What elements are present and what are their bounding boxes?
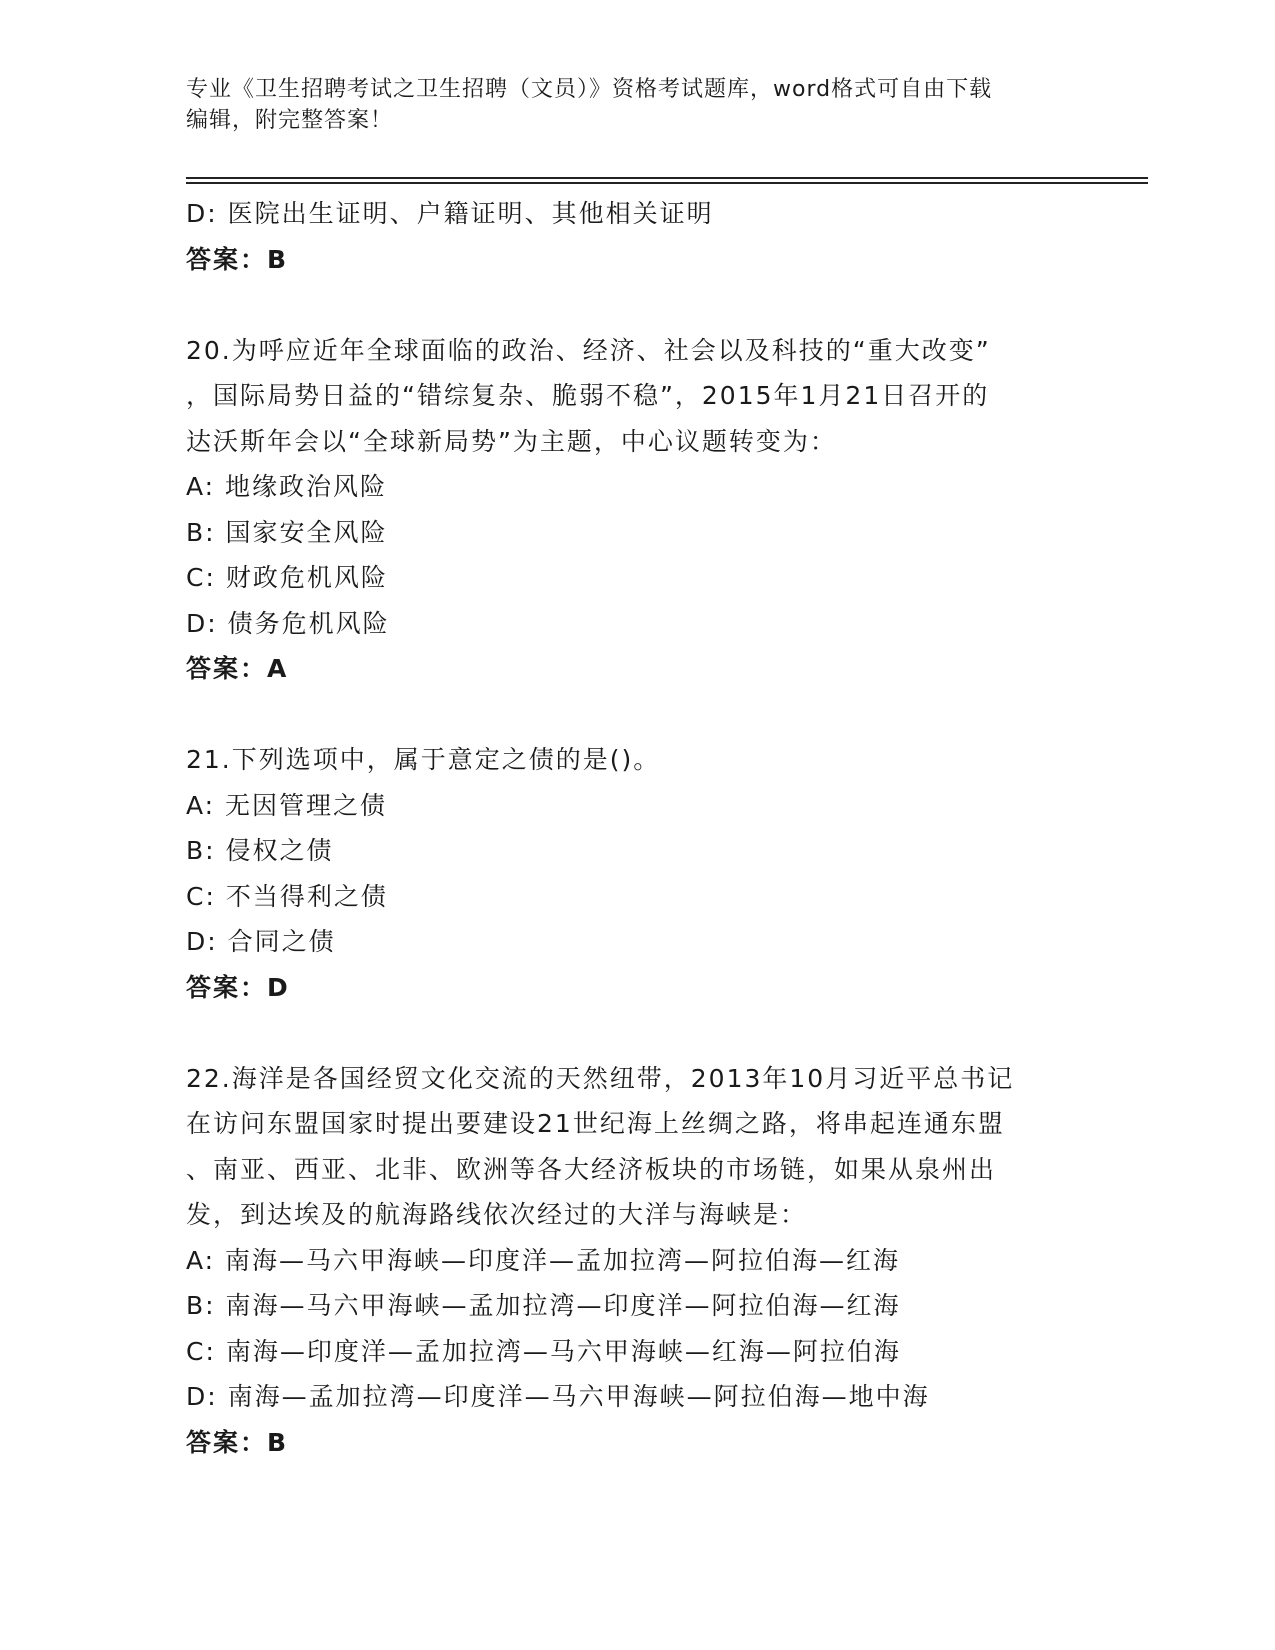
- spacer: [186, 692, 1086, 738]
- spacer: [186, 282, 1086, 328]
- option-b: B: 国家安全风险: [186, 517, 388, 547]
- option-b: B: 南海—马六甲海峡—孟加拉湾—印度洋—阿拉伯海—红海: [186, 1291, 901, 1320]
- option-d: D: 医院出生证明、户籍证明、其他相关证明: [186, 199, 714, 228]
- option-b: B: 侵权之债: [186, 836, 334, 865]
- question-text-line: 21.下列选项中，属于意定之债的是()。: [186, 745, 661, 774]
- question-text-line: 达沃斯年会以“全球新局势”为主题，中心议题转变为：: [186, 426, 837, 456]
- document-header: [186, 74, 1086, 136]
- option-a: A: 地缘政治风险: [186, 472, 388, 501]
- option-a: A: 无因管理之债: [186, 790, 388, 820]
- question-text-line: 在访问东盟国家时提出要建设21世纪海上丝绸之路，将串起连通东盟: [186, 1109, 1005, 1138]
- option-c: C: 南海—印度洋—孟加拉湾—马六甲海峡—红海—阿拉伯海: [186, 1336, 901, 1366]
- question-text-line: 22.海洋是各国经贸文化交流的天然纽带，2013年10月习近平总书记: [186, 1063, 1015, 1093]
- question-22: [186, 1056, 1086, 1466]
- header-line-2: 编辑，附完整答案！: [186, 108, 394, 133]
- answer-line: 答案：B: [186, 1427, 289, 1457]
- header-divider-bottom: [186, 182, 1148, 184]
- question-text-line: 20.为呼应近年全球面临的政治、经济、社会以及科技的“重大改变”: [186, 335, 991, 365]
- question-text-line: 发，到达埃及的航海路线依次经过的大洋与海峡是：: [186, 1200, 808, 1229]
- answer-line: 答案：D: [186, 972, 290, 1002]
- question-20: [186, 328, 1086, 692]
- option-d: D: 南海—孟加拉湾—印度洋—马六甲海峡—阿拉伯海—地中海: [186, 1382, 930, 1411]
- question-text-line: 、南亚、西亚、北非、欧洲等各大经济板块的市场链，如果从泉州出: [186, 1154, 997, 1184]
- spacer: [186, 1010, 1086, 1056]
- header-divider-top: [186, 177, 1148, 179]
- option-c: C: 不当得利之债: [186, 881, 388, 911]
- option-a: A: 南海—马六甲海峡—印度洋—孟加拉湾—阿拉伯海—红海: [186, 1245, 901, 1275]
- option-d: D: 债务危机风险: [186, 608, 390, 638]
- answer-line: 答案：B: [186, 244, 289, 274]
- previous-question-tail: [186, 191, 1086, 282]
- question-21: [186, 737, 1086, 1010]
- question-text-line: ，国际局势日益的“错综复杂、脆弱不稳”，2015年1月21日召开的: [186, 381, 990, 410]
- option-c: C: 财政危机风险: [186, 563, 388, 592]
- header-line-1: 专业《卫生招聘考试之卫生招聘（文员）》资格考试题库，word格式可自由下载: [186, 77, 993, 102]
- document-body: [186, 191, 1086, 1465]
- answer-line: 答案：A: [186, 654, 289, 683]
- option-d: D: 合同之债: [186, 927, 336, 956]
